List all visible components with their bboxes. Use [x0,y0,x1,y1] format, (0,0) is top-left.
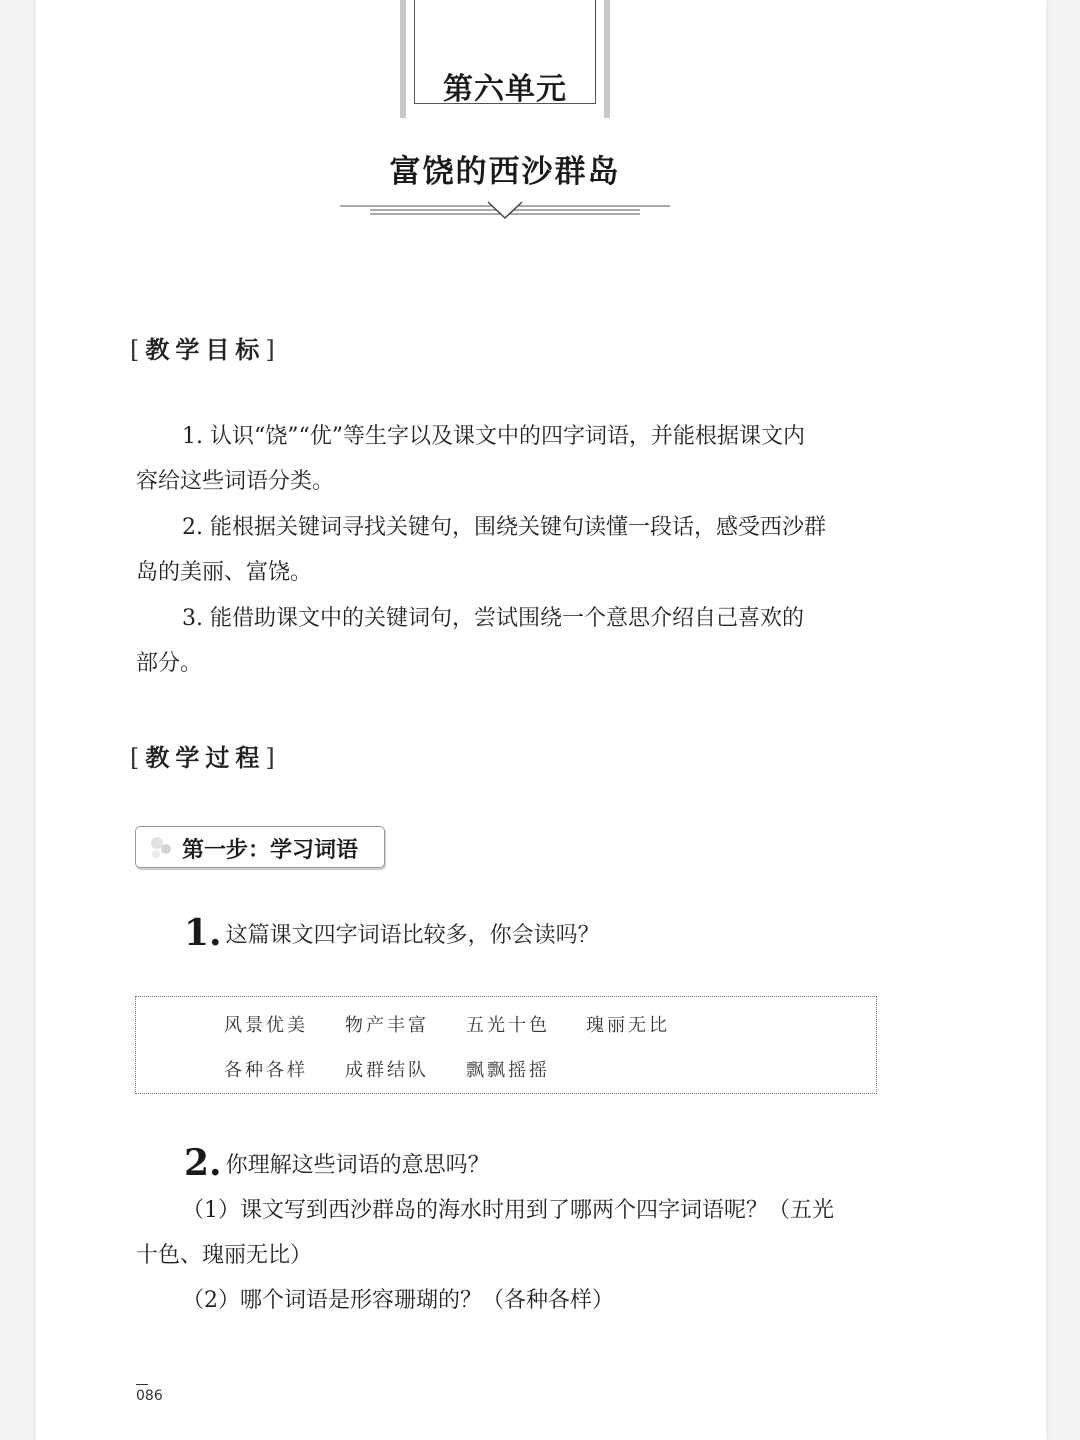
sub-question-1: （1）课文写到西沙群岛的海水时用到了哪两个四字词语呢？（五光 十色、瑰丽无比） [136,1198,834,1268]
word-item: 五光十色 [466,1015,550,1036]
question-number: 1. [184,912,222,954]
unit-title: 第六单元 [443,72,567,107]
question-number: 2. [184,1142,222,1184]
objective-item-1: 1. 认识“饶”“优”等生字以及课文中的四字词语，并能根据课文内 容给这些词语分类。 [136,424,805,494]
word-item: 风景优美 [224,1015,308,1036]
sub-question-2: （2）哪个词语是形容珊瑚的？（各种各样） [182,1288,614,1313]
question-text: 你理解这些词语的意思吗？ [225,1153,490,1178]
objective-item-2: 2. 能根据关键词寻找关键句，围绕关键句读懂一段话，感受西沙群 岛的美丽、富饶。 [136,515,826,585]
page-number: 086 [136,1388,163,1404]
page-number-mark [136,1384,148,1385]
unit-header-frame [400,0,610,118]
word-list-box [135,996,877,1094]
objectives-heading: [教学目标] [130,335,281,364]
step-label: 第一步：学习词语 [182,837,359,863]
word-item: 飘飘摇摇 [466,1060,550,1081]
word-item: 瑰丽无比 [586,1015,670,1036]
lesson-title: 富饶的西沙群岛 [389,154,621,190]
title-divider-ornament [340,196,670,226]
word-item: 成群结队 [345,1060,429,1081]
word-item: 物产丰富 [345,1015,429,1036]
word-item: 各种各样 [224,1060,308,1081]
step-tag [135,826,385,868]
question-2 [184,1142,490,1184]
process-heading-text: 教学过程 [145,743,266,772]
decorative-dots-icon [148,835,174,861]
process-heading: [教学过程] [130,743,281,772]
objectives-heading-text: 教学目标 [145,335,266,364]
objective-item-3: 3. 能借助课文中的关键词句，尝试围绕一个意思介绍自己喜欢的 部分。 [136,606,804,676]
question-1 [184,912,600,954]
question-text: 这篇课文四字词语比较多，你会读吗？ [225,923,600,948]
